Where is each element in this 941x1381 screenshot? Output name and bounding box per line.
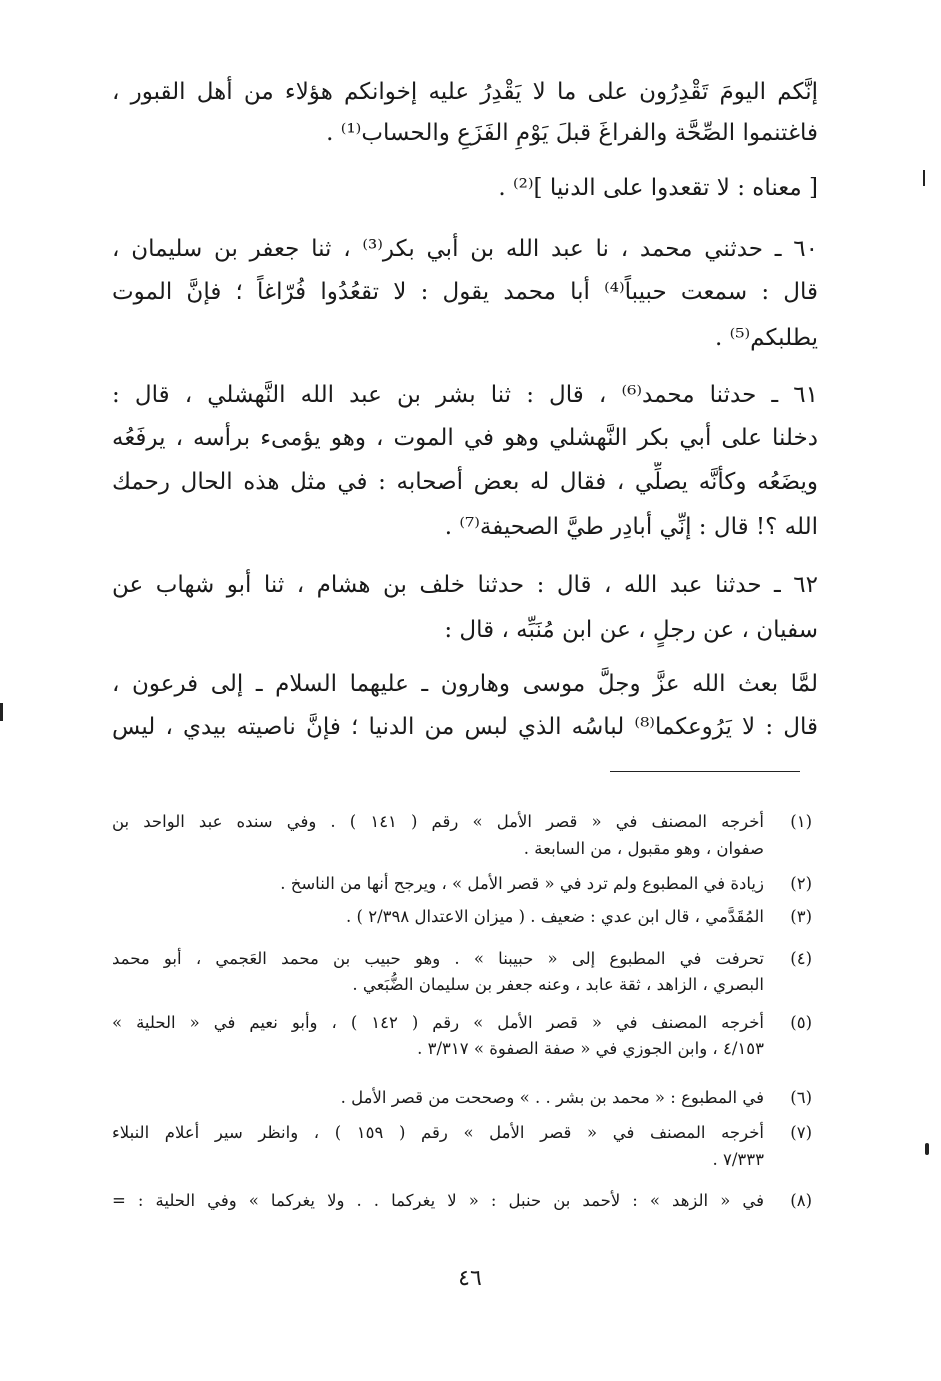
footnote-number: (٧) xyxy=(790,1123,812,1142)
footnote-line xyxy=(112,809,812,835)
footnote-line xyxy=(112,1010,812,1036)
main-text-line: [ معناه : لا تقعدوا على الدنيا ]⁽²⁾ . xyxy=(498,175,818,201)
main-text-line: ٦١ ـ حدثنا محمد⁽⁶⁾ ، قال : ثنا بشر بن عبد الله النَّهشلي ، قال : xyxy=(112,382,818,408)
footnote-line xyxy=(112,1085,812,1111)
footnote-text: تحرفت في المطبوع إلى « حبيبنا » . وهو حبيب بن محمد العَجمي ، أبو محمد xyxy=(112,949,764,968)
footnote-line xyxy=(112,1188,812,1214)
footnote-number: (٥) xyxy=(790,1013,812,1032)
footnote-text: المُقَدَّمي ، قال ابن عدي : ضعيف . ( ميزان الاعتدال ٢/٣٩٨ ) . xyxy=(346,907,764,926)
main-text-line: قال : سمعت حبيباً⁽⁴⁾ أبا محمد يقول : لا تقعُدُوا فُرّاغاً ؛ فإنَّ الموت xyxy=(112,279,818,305)
main-text-line: قال : لا يَرُوعكما⁽⁸⁾ لباسُه الذي لبس من الدنيا ؛ فإنَّ ناصيته بيدي ، ليس xyxy=(112,714,818,740)
footnote-text: صفوان ، وهو مقبول ، من السابعة . xyxy=(523,839,764,858)
footnote-divider xyxy=(610,771,800,772)
footnote-number: (٨) xyxy=(790,1191,812,1210)
footnote-text: أخرجه المصنف في « قصر الأمل » رقم ( ١٥٩ ) ، وانظر سير أعلام النبلاء xyxy=(112,1123,765,1142)
main-text-line: إنَّكم اليومَ تَقْدِرُون على ما لا يَقْدِرُ عليه إخوانكم هؤلاء من أهل القبور ، xyxy=(112,79,818,105)
footnote-line xyxy=(112,946,812,972)
footnote-number: (٣) xyxy=(790,907,812,926)
footnote-line xyxy=(112,904,812,930)
footnote-line xyxy=(112,1120,812,1146)
main-text-line: فاغتنموا الصِّحَّة والفراغَ قبلَ يَوْمِ الفَزَعِ والحساب⁽¹⁾ . xyxy=(326,120,818,146)
footnote-text: ٧/٣٣٣ . xyxy=(712,1150,764,1169)
footnote-text: ٤/١٥٣ ، وابن الجوزي في « صفة الصفوة » ٣/٣١٧ . xyxy=(417,1039,764,1058)
footnote-line xyxy=(112,972,764,998)
main-text-line: دخلنا على أبي بكر النَّهشلي وهو في الموت ، وهو يؤمىء برأسه ، يرفَعُه xyxy=(112,425,818,451)
main-text-line: لمَّا بعث الله عزَّ وجلَّ موسى وهارون ـ عليهما السلام ـ إلى فرعون ، xyxy=(112,671,818,697)
scan-edge-mark-top xyxy=(923,170,925,186)
main-text-line: ٦٠ ـ حدثني محمد ، نا عبد الله بن أبي بكر⁽³⁾ ، ثنا جعفر بن سليمان ، xyxy=(112,236,818,262)
footnote-text: أخرجه المصنف في « قصر الأمل » رقم ( ١٤١ ) . وفي سنده عبد الواحد بن xyxy=(112,812,765,831)
footnote-text: في المطبوع : « محمد بن بشر . . » وصححت من قصر الأمل . xyxy=(340,1088,764,1107)
footnote-line xyxy=(112,871,812,897)
footnote-text: أخرجه المصنف في « قصر الأمل » رقم ( ١٤٢ ) ، وأبو نعيم في « الحلية » xyxy=(112,1013,764,1032)
footnote-line xyxy=(112,1036,764,1062)
main-text-line: ٦٢ ـ حدثنا عبد الله ، قال : حدثنا خلف بن هشام ، ثنا أبو شهاب عن xyxy=(112,572,818,598)
footnote-number: (١) xyxy=(790,812,812,831)
scan-edge-mark-left xyxy=(0,703,3,721)
main-text-line: ويضَعُه وكأنَّه يصلِّي ، فقال له بعض أصحابه : في مثل هذه الحال رحمك xyxy=(112,469,818,495)
footnote-number: (٤) xyxy=(790,949,812,968)
main-text-line: يطلبكم⁽⁵⁾ . xyxy=(715,325,818,351)
main-text-line: الله ؟! قال : إنِّي أبادِر طيَّ الصحيفة⁽⁷⁾ . xyxy=(444,514,818,540)
footnote-number: (٢) xyxy=(790,874,812,893)
main-text-line: سفيان ، عن رجلٍ ، عن ابن مُنَبِّه ، قال : xyxy=(444,617,818,643)
footnote-line xyxy=(112,1147,764,1173)
footnote-line xyxy=(112,836,764,862)
scan-edge-mark-bottom xyxy=(925,1143,929,1155)
footnote-text: البصري ، الزاهد ، ثقة عابد ، وعنه جعفر بن سليمان الضُّبَعي . xyxy=(352,975,764,994)
footnote-text: زيادة في المطبوع ولم ترد في « قصر الأمل » ، ويرجح أنها من الناسخ . xyxy=(280,874,764,893)
footnote-number: (٦) xyxy=(790,1088,812,1107)
page-number: ٤٦ xyxy=(458,1266,482,1291)
footnote-text: في « الزهد » : لأحمد بن حنبل : « لا يغركما . . ولا يغركما » وفي الحلية : = xyxy=(112,1191,764,1210)
